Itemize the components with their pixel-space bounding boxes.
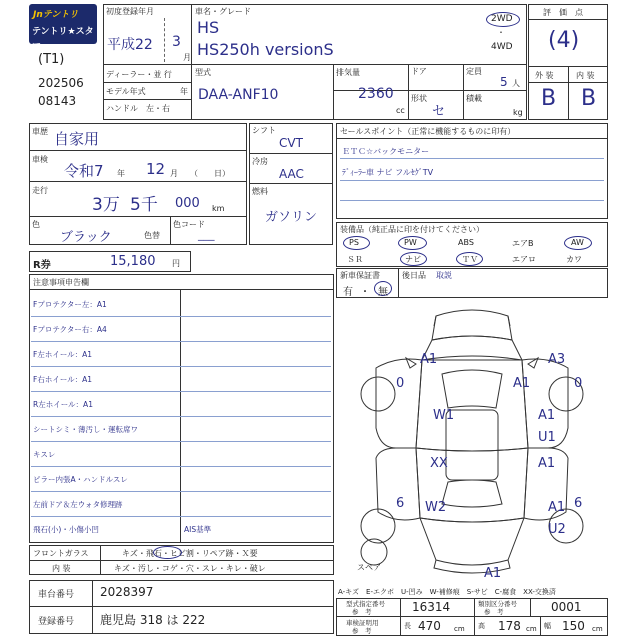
note-item-2: Fプロテクター右：A4 — [33, 325, 107, 334]
inspection-era: 令和7 — [64, 162, 104, 180]
width-value: 150 — [562, 619, 585, 633]
capacity: 5 — [500, 75, 508, 89]
color-label: 色 — [32, 220, 40, 229]
equip-aero: エアロ — [512, 255, 536, 264]
equip-aw: AW — [571, 238, 584, 247]
usage: 自家用 — [54, 130, 100, 148]
later-label: 後日品 — [402, 271, 426, 280]
exterior-grade: B — [541, 86, 557, 111]
car-grade: HS250h versionS — [197, 40, 334, 59]
note-item-10: 飛石(小)・小傷小凹 — [33, 525, 99, 534]
damage-mark-5: 0 — [574, 376, 583, 391]
length-sub: 参 考 — [352, 627, 372, 635]
equip-leather: カワ — [566, 255, 582, 264]
recycle-amount: 15,180 — [110, 254, 156, 269]
color: ブラック — [60, 230, 112, 245]
usage-label: 車歴 — [32, 127, 48, 136]
note-item-9: 左前ドア＆左ウォタ修理跡 — [33, 500, 123, 509]
registration-number: 鹿児島 318 は 222 — [100, 613, 206, 627]
logo-line2: テントリ★スター — [32, 27, 94, 50]
later-item: 取説 — [436, 271, 452, 280]
logo-line1: Jnテントリ — [33, 10, 79, 20]
shape: セ — [432, 104, 446, 119]
car-diagram — [336, 298, 608, 586]
recycle-label: R券 — [33, 260, 51, 271]
exterior-label: 外 装 — [535, 71, 554, 80]
door-label: ドア — [411, 67, 427, 76]
length-value: 470 — [418, 619, 441, 633]
lot-date: 202506 — [38, 76, 84, 90]
length-label: 車検証明用 — [346, 619, 379, 627]
sales-point-2: ﾃﾞｨｰﾗｰ車 ナビ フルｾｸﾞTV — [342, 168, 434, 177]
damage-mark-16: A1 — [484, 566, 502, 581]
damage-mark-10: A1 — [538, 456, 556, 471]
fuel-label: 燃料 — [252, 187, 268, 196]
damage-legend: A-キズ E-エクボ U-凹み W-補修痕 S-サビ C-腐食 XX-交換済 — [338, 588, 556, 596]
chassis-number: 2028397 — [100, 585, 154, 599]
interior-label: 内 装 — [576, 71, 595, 80]
first-reg-month: 3 — [172, 34, 181, 50]
km-unit: km — [212, 204, 225, 213]
model-code: DAA-ANF10 — [198, 87, 279, 103]
ac-label: 冷房 — [252, 157, 268, 166]
displacement-label: 排気量 — [336, 68, 360, 77]
damage-mark-15: U2 — [548, 522, 566, 537]
score-value: (4) — [548, 28, 580, 53]
spare-label: スペア — [357, 563, 381, 572]
note-item-8: ピラー内張A・ハンドルスレ — [33, 475, 128, 484]
car-name: HS — [197, 18, 220, 37]
equip-pw: PW — [404, 238, 417, 247]
damage-mark-14: 6 — [574, 496, 583, 511]
damage-mark-11: 6 — [396, 496, 405, 511]
note-item-6: シートシミ・薄汚し・運転席ワ — [33, 425, 138, 434]
equip-tv: ＴＶ — [462, 255, 478, 264]
note-item-7: キスレ — [33, 450, 56, 459]
month-unit: 月 — [183, 53, 191, 62]
width-label: 幅 — [544, 622, 551, 630]
drive-2wd: 2WD — [491, 14, 513, 24]
sales-points-label: セールスポイント（正常に機能するものに印有） — [340, 127, 516, 136]
width-unit: cm — [592, 625, 603, 633]
sales-point-1: ＥＴＣ☆バックモニター — [342, 147, 430, 156]
class-number: 0001 — [551, 600, 582, 614]
brand-logo — [29, 4, 97, 50]
damage-mark-2: A3 — [548, 352, 566, 367]
ac: AAC — [279, 167, 304, 181]
equip-navi: ナビ — [405, 255, 421, 264]
shape-label: 形状 — [411, 94, 427, 103]
chassis-label: 車台番号 — [38, 590, 75, 600]
glass-label: フロントガラス — [33, 549, 89, 558]
length-prefix: 長 — [404, 622, 411, 630]
first-reg-label: 初度登録年月 — [106, 7, 154, 16]
kg-unit: kg — [513, 108, 523, 117]
capacity-label: 定員 — [466, 67, 482, 76]
equip-sr: ＳＲ — [347, 255, 363, 264]
mileage-sen: 5千 — [130, 195, 158, 215]
first-reg-era: 平成22 — [107, 37, 153, 53]
warranty-dot: ・ — [360, 287, 370, 298]
color-code-label: 色コード — [173, 220, 205, 229]
damage-mark-13: A1 — [548, 500, 566, 515]
interior-row-label: 内 装 — [52, 564, 71, 573]
note-extra: AIS基準 — [184, 525, 212, 534]
capacity-unit: 人 — [512, 79, 520, 88]
mileage-rest: 000 — [175, 196, 200, 211]
lot-tag: (T1) — [38, 52, 65, 67]
damage-mark-9: XX — [430, 456, 448, 471]
type-number: 16314 — [412, 600, 451, 614]
warranty-yes: 有 — [343, 287, 353, 298]
handle-label: ハンドル 左・右 — [106, 104, 170, 113]
damage-mark-4: A1 — [513, 376, 531, 391]
car-name-label: 車名・グレード — [195, 7, 251, 16]
score-label: 評 価 点 — [543, 8, 583, 17]
note-item-1: Fプロテクター左：A1 — [33, 300, 107, 309]
class-number-sub: 参 考 — [484, 608, 504, 616]
interior-grade: B — [581, 86, 597, 111]
damage-mark-12: W2 — [425, 500, 447, 515]
color-change-label: 色替 — [144, 231, 160, 240]
lot-number: 08143 — [38, 94, 77, 108]
inspection-year-unit: 年 — [117, 169, 125, 178]
shift-label: シフト — [252, 126, 276, 135]
length-unit: cm — [454, 625, 465, 633]
damage-mark-6: W1 — [433, 408, 455, 423]
inspection-month: 12 — [146, 160, 166, 178]
class-number-label: 類別区分番号 — [478, 600, 517, 608]
glass-stone-circle — [153, 546, 182, 559]
mileage-man: 3万 — [92, 195, 120, 215]
equip-ps: PS — [349, 238, 359, 247]
type-number-label: 型式指定番号 — [346, 600, 385, 608]
height-value: 178 — [498, 619, 521, 633]
inspection-day: （ 日） — [190, 169, 230, 178]
height-label: 高 — [478, 622, 485, 630]
drive-4wd: 4WD — [491, 42, 513, 52]
recycle-yen: 円 — [172, 259, 180, 268]
note-item-3: F左ホイール：A1 — [33, 350, 93, 359]
warranty-no: 無 — [378, 287, 388, 298]
damage-mark-8: U1 — [538, 430, 556, 445]
height-unit: cm — [526, 625, 537, 633]
displacement: 2360 — [358, 86, 394, 102]
drive-dot: ・ — [497, 28, 505, 37]
year-unit: 年 — [180, 87, 188, 96]
damage-mark-1: A1 — [420, 352, 438, 367]
inspection-label: 車検 — [32, 155, 48, 164]
note-item-5: R左ホイール：A1 — [33, 400, 93, 409]
model-label: 型式 — [195, 68, 211, 77]
registration-label: 登録番号 — [38, 617, 75, 627]
damage-mark-3: 0 — [396, 376, 405, 391]
model-year-label: モデル年式 — [106, 87, 146, 96]
mileage-label: 走行 — [32, 186, 48, 195]
warranty-label: 新車保証書 — [340, 271, 380, 280]
inspection-month-unit: 月 — [170, 169, 178, 178]
note-item-4: F右ホイール：A1 — [33, 375, 93, 384]
color-code: ___ — [198, 228, 215, 241]
damage-mark-7: A1 — [538, 408, 556, 423]
load-label: 積載 — [466, 94, 482, 103]
dealer-label: ディーラー・並 行 — [106, 70, 172, 79]
equip-airbag: エアB — [512, 239, 534, 248]
interior-text: キズ・汚し・コゲ・穴・スレ・キレ・破レ — [114, 564, 266, 573]
equipment-label: 装備品（純正品に印を付けてください） — [340, 225, 484, 234]
fuel: ガソリン — [265, 210, 318, 225]
notes-label: 注意事項申告欄 — [33, 278, 89, 287]
shift: CVT — [279, 136, 303, 150]
cc-unit: cc — [396, 106, 405, 115]
equip-abs: ABS — [458, 238, 474, 247]
type-number-sub: 参 考 — [352, 608, 372, 616]
glass-text: キズ・飛石・ヒビ割・リペア跡・Ｘ要 — [122, 549, 258, 558]
